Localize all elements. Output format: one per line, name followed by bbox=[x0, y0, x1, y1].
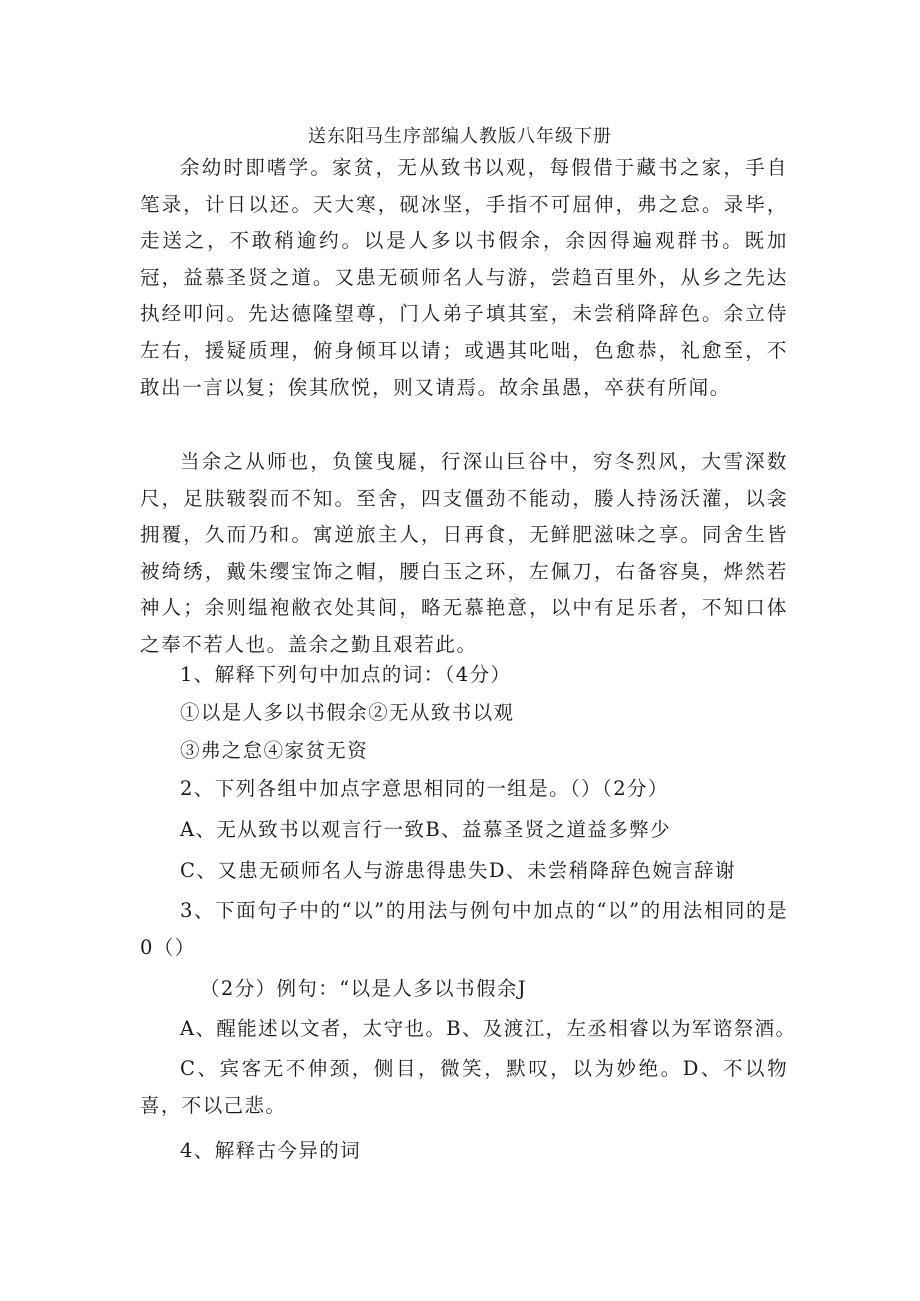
passage-paragraph-1: 余幼时即嗜学。家贫，无从致书以观，每假借于藏书之家，手自笔录，计日以还。天大寒，砚冰坚，手指不可屈伸，弗之怠。录毕，走送之，不敢稍逾约。以是人多以书假余，余因得遍观群书。既加冠，益慕圣贤之道。又患无硕师名人与游，尝趋百里外，从乡之先达执经叩问。先达德隆望尊，门人弟子填其室，未尝稍降辞色。余立侍左右，援疑质理，俯身倾耳以请；或遇其叱咄，色愈恭，礼愈至，不敢出一言以复；俟其欣悦，则又请焉。故余虽愚，卒获有所闻。 bbox=[140, 156, 788, 399]
question-3-options-cd: C、宾客无不伸颈，侧目，微笑，默叹，以为妙绝。D、不以物喜，不以己悲。 bbox=[140, 1057, 788, 1117]
question-3-options-ab: A、醒能述以文者，太守也。B、及渡江，左丞相睿以为军谘祭酒。 bbox=[180, 1017, 797, 1040]
question-2-options-ab: A、无从致书以观言行一致B、益慕圣贤之道益多弊少 bbox=[180, 818, 672, 841]
question-3: 3、下面句子中的“以”的用法与例句中加点的“以”的用法相同的是0（） bbox=[140, 899, 788, 959]
question-1-items-b: ③弗之怠④家贫无资 bbox=[180, 739, 369, 762]
question-2-options-cd: C、又患无硕师名人与游患得患失D、未尝稍降辞色婉言辞谢 bbox=[180, 859, 736, 882]
question-3-example: （2分）例句：“以是人多以书假余J bbox=[200, 977, 527, 1000]
question-1: 1、解释下列句中加点的词：（4分） bbox=[180, 663, 512, 686]
passage-paragraph-2: 当余之从师也，负箧曳屣，行深山巨谷中，穷冬烈风，大雪深数尺，足肤皲裂而不知。至舍，四支僵劲不能动，媵人持汤沃灌，以衾拥覆，久而乃和。寓逆旅主人，日再食，无鲜肥滋味之享。同舍生皆被绮绣，戴朱缨宝饰之帽，腰白玉之环，左佩刀，右备容臭，烨然若神人；余则缊袍敝衣处其间，略无慕艳意，以中有足乐者，不知口体之奉不若人也。盖余之勤且艰若此。 bbox=[140, 450, 788, 656]
question-4: 4、解释古今异的词 bbox=[180, 1139, 362, 1162]
question-1-items-a: ①以是人多以书假余②无从致书以观 bbox=[180, 701, 515, 724]
document-title: 送东阳马生序部编人教版八年级下册 bbox=[308, 126, 612, 147]
question-2: 2、下列各组中加点字意思相同的一组是。（）（2分） bbox=[180, 777, 669, 800]
